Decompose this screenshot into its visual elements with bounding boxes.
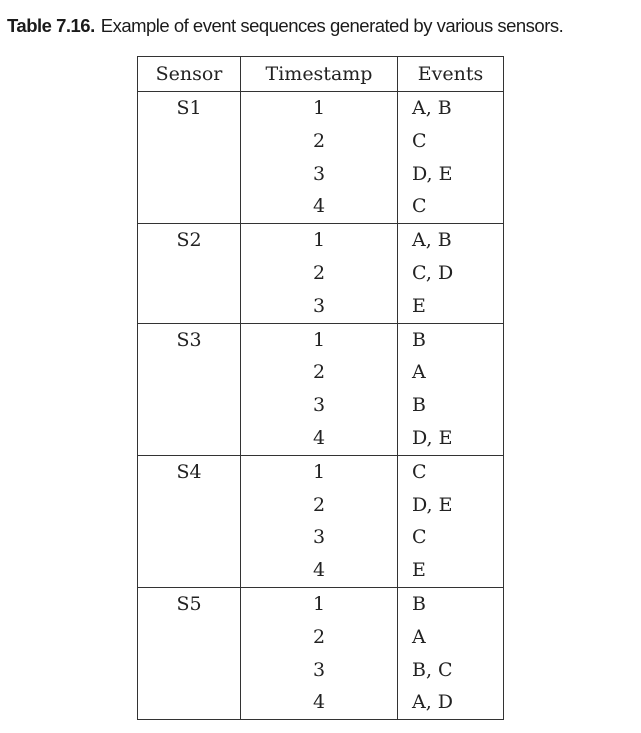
table-row <box>138 554 504 587</box>
table-row <box>138 224 504 257</box>
table-row <box>138 190 504 223</box>
table-row <box>138 257 504 290</box>
cell-timestamp: 4 <box>241 190 398 223</box>
cell-sensor <box>138 686 241 719</box>
table-header <box>138 57 504 92</box>
caption-label: Table 7.16. <box>7 15 95 36</box>
cell-events: C, D <box>398 257 504 290</box>
cell-events: C <box>398 125 504 158</box>
cell-events: A, B <box>398 224 504 257</box>
cell-sensor <box>138 489 241 522</box>
table-caption <box>7 15 641 37</box>
table-row <box>138 356 504 389</box>
cell-timestamp: 4 <box>241 686 398 719</box>
cell-timestamp: 3 <box>241 389 398 422</box>
cell-timestamp: 2 <box>241 257 398 290</box>
table-row <box>138 489 504 522</box>
cell-timestamp: 1 <box>241 587 398 620</box>
cell-events: D, E <box>398 422 504 455</box>
cell-sensor <box>138 554 241 587</box>
cell-sensor <box>138 422 241 455</box>
cell-events: B <box>398 389 504 422</box>
cell-timestamp: 1 <box>241 92 398 125</box>
cell-sensor: S4 <box>138 455 241 488</box>
cell-timestamp: 2 <box>241 125 398 158</box>
table-row <box>138 323 504 356</box>
cell-events: C <box>398 521 504 554</box>
table-row <box>138 92 504 125</box>
cell-timestamp: 3 <box>241 290 398 323</box>
table-row <box>138 686 504 719</box>
table-row <box>138 422 504 455</box>
cell-timestamp: 3 <box>241 654 398 687</box>
cell-timestamp: 4 <box>241 554 398 587</box>
cell-sensor <box>138 654 241 687</box>
cell-timestamp: 1 <box>241 455 398 488</box>
cell-events: A, B <box>398 92 504 125</box>
header-row <box>138 57 504 92</box>
cell-events: B, C <box>398 654 504 687</box>
cell-timestamp: 2 <box>241 356 398 389</box>
table-row <box>138 389 504 422</box>
table-row <box>138 125 504 158</box>
cell-sensor: S1 <box>138 92 241 125</box>
cell-sensor <box>138 521 241 554</box>
cell-sensor <box>138 257 241 290</box>
cell-events: E <box>398 290 504 323</box>
cell-sensor: S5 <box>138 587 241 620</box>
cell-sensor <box>138 290 241 323</box>
cell-sensor <box>138 158 241 191</box>
table-body <box>138 92 504 720</box>
cell-events: A, D <box>398 686 504 719</box>
cell-sensor <box>138 621 241 654</box>
cell-events: A <box>398 621 504 654</box>
cell-sensor <box>138 190 241 223</box>
header-events: Events <box>398 57 504 92</box>
caption-text: Example of event sequences generated by various sensors. <box>100 15 564 36</box>
cell-events: C <box>398 190 504 223</box>
cell-events: A <box>398 356 504 389</box>
cell-events: B <box>398 323 504 356</box>
cell-timestamp: 2 <box>241 621 398 654</box>
header-sensor: Sensor <box>138 57 241 92</box>
event-sequence-table <box>137 56 504 720</box>
cell-timestamp: 2 <box>241 489 398 522</box>
table-row <box>138 621 504 654</box>
cell-timestamp: 3 <box>241 521 398 554</box>
cell-events: C <box>398 455 504 488</box>
cell-events: E <box>398 554 504 587</box>
cell-events: D, E <box>398 158 504 191</box>
cell-sensor <box>138 356 241 389</box>
cell-sensor: S3 <box>138 323 241 356</box>
cell-sensor: S2 <box>138 224 241 257</box>
header-timestamp: Timestamp <box>241 57 398 92</box>
cell-sensor <box>138 389 241 422</box>
cell-events: B <box>398 587 504 620</box>
cell-events: D, E <box>398 489 504 522</box>
cell-timestamp: 3 <box>241 158 398 191</box>
table-row <box>138 587 504 620</box>
table-row <box>138 455 504 488</box>
table-row <box>138 654 504 687</box>
cell-sensor <box>138 125 241 158</box>
cell-timestamp: 4 <box>241 422 398 455</box>
cell-timestamp: 1 <box>241 224 398 257</box>
table-row <box>138 521 504 554</box>
table-row <box>138 158 504 191</box>
cell-timestamp: 1 <box>241 323 398 356</box>
table-row <box>138 290 504 323</box>
